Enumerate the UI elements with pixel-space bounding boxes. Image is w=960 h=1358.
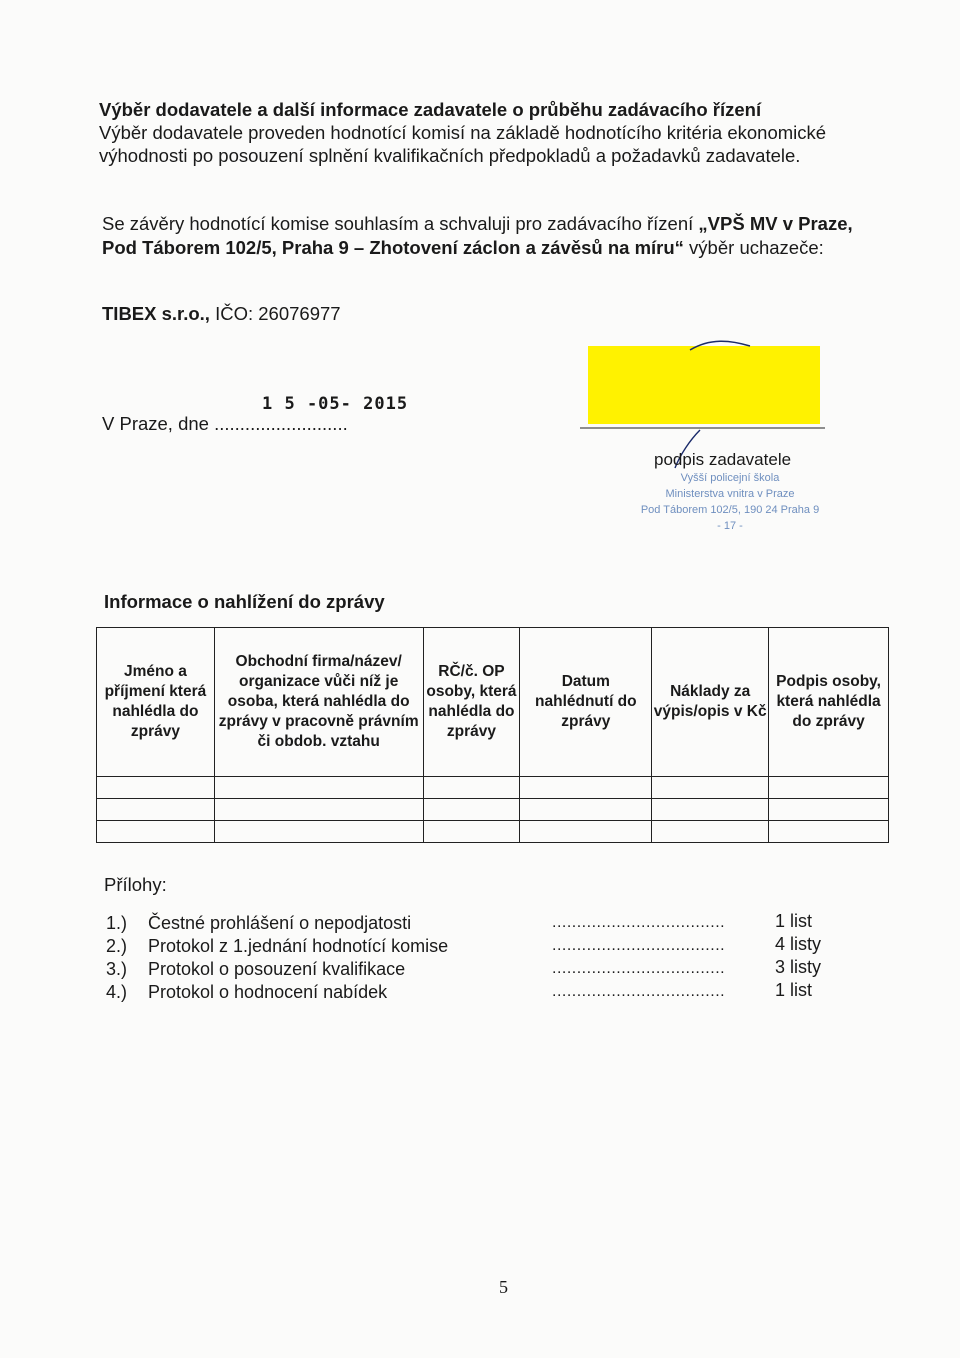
col-header-signature: Podpis osoby, která nahlédla do zprávy [769, 628, 889, 777]
table-cell[interactable] [520, 821, 652, 843]
table-header-row [97, 628, 889, 777]
place-date-dots: .......................... [214, 413, 348, 434]
winner-ico: IČO: 26076977 [209, 303, 341, 324]
stamp-line-1: Vyšší policejní škola [680, 472, 780, 484]
col-header-id: RČ/č. OP osoby, která nahlédla do zprávy [423, 628, 520, 777]
table-row [97, 821, 889, 843]
attachment-item [106, 936, 448, 957]
attachment-title: Protokol o posouzení kvalifikace [148, 959, 406, 979]
inspection-table [96, 627, 889, 843]
col-header-costs: Náklady za výpis/opis v Kč [652, 628, 769, 777]
table-cell[interactable] [769, 799, 889, 821]
attachment-dots: ................................... [552, 960, 726, 977]
winner-line [102, 302, 341, 325]
table-cell[interactable] [652, 777, 769, 799]
table-cell[interactable] [423, 777, 520, 799]
table-cell[interactable] [769, 821, 889, 843]
col-header-name: Jméno a příjmení která nahlédla do zprávy [97, 628, 215, 777]
attachment-number: 3.) [106, 959, 128, 979]
decision-text: Se závěry hodnotící komise souhlasím a schvaluji pro zadávacího řízení [102, 213, 699, 234]
intro-line-1: Výběr dodavatele proveden hodnotící komisí na základě hodnotícího kritéria ekonomické [99, 122, 827, 143]
attachments-label: Přílohy: [104, 874, 167, 895]
attachment-number: 1.) [106, 913, 128, 933]
table-row [97, 777, 889, 799]
table-cell[interactable] [423, 799, 520, 821]
col-header-date: Datum nahlédnutí do zprávy [520, 628, 652, 777]
attachment-title: Protokol z 1.jednání hodnotící komise [148, 936, 449, 956]
attachment-item [106, 959, 405, 980]
stamp-line-4: - 17 - [717, 520, 743, 532]
table-cell[interactable] [97, 799, 215, 821]
attachment-title: Protokol o hodnocení nabídek [148, 982, 388, 1002]
place-date [102, 412, 348, 435]
stamp-line-2: Ministerstva vnitra v Praze [665, 488, 795, 500]
table-cell[interactable] [520, 799, 652, 821]
official-stamp [600, 470, 860, 534]
table-cell[interactable] [214, 821, 423, 843]
table-cell[interactable] [520, 777, 652, 799]
attachment-title: Čestné prohlášení o nepodjatosti [148, 913, 412, 933]
date-stamp: 1 5 -05- 2015 [262, 394, 409, 414]
signature-caption: podpis zadavatele [654, 450, 792, 469]
winner-name: TIBEX s.r.o., [102, 303, 210, 324]
table-cell[interactable] [214, 799, 423, 821]
attachment-dots: ................................... [552, 983, 726, 1000]
col-header-organization: Obchodní firma/název/ organizace vůči níž je osoba, která nahlédla do zprávy v pracovně právním či obdob. vztahu [214, 628, 423, 777]
inspection-heading: Informace o nahlížení do zprávy [104, 591, 385, 612]
decision-text-end: výběr uchazeče: [683, 237, 824, 258]
table-cell[interactable] [97, 821, 215, 843]
attachment-pages: 1 list [775, 980, 813, 1000]
page-number: 5 [499, 1277, 508, 1297]
section-heading: Výběr dodavatele a další informace zadavatele o průběhu zadávacího řízení [99, 99, 762, 120]
table-row [97, 799, 889, 821]
table-cell[interactable] [652, 799, 769, 821]
table-cell[interactable] [769, 777, 889, 799]
attachment-dots: ................................... [552, 914, 726, 931]
table-cell[interactable] [652, 821, 769, 843]
attachment-number: 4.) [106, 982, 128, 1002]
attachment-pages: 3 listy [775, 957, 822, 977]
attachment-item [106, 982, 387, 1003]
signature-scribble [580, 330, 840, 470]
table-cell[interactable] [97, 777, 215, 799]
decision-tender-name: „VPŠ MV v Praze, [698, 213, 853, 234]
stamp-line-3: Pod Táborem 102/5, 190 24 Praha 9 [640, 504, 820, 516]
attachment-item [106, 913, 411, 934]
attachment-pages: 4 listy [775, 934, 822, 954]
attachment-pages: 1 list [775, 911, 813, 931]
table-cell[interactable] [214, 777, 423, 799]
attachment-number: 2.) [106, 936, 128, 956]
intro-line-2: výhodnosti po posouzení splnění kvalifikačních předpokladů a požadavků zadavatele. [99, 145, 801, 166]
decision-tender-name-cont: Pod Táborem 102/5, Praha 9 – Zhotovení záclon a závěsů na míru“ [102, 237, 684, 258]
place-date-label: V Praze, dne [102, 413, 209, 434]
attachment-dots: ................................... [552, 937, 726, 954]
table-cell[interactable] [423, 821, 520, 843]
decision-line-1 [102, 212, 853, 235]
decision-line-2 [102, 236, 824, 259]
